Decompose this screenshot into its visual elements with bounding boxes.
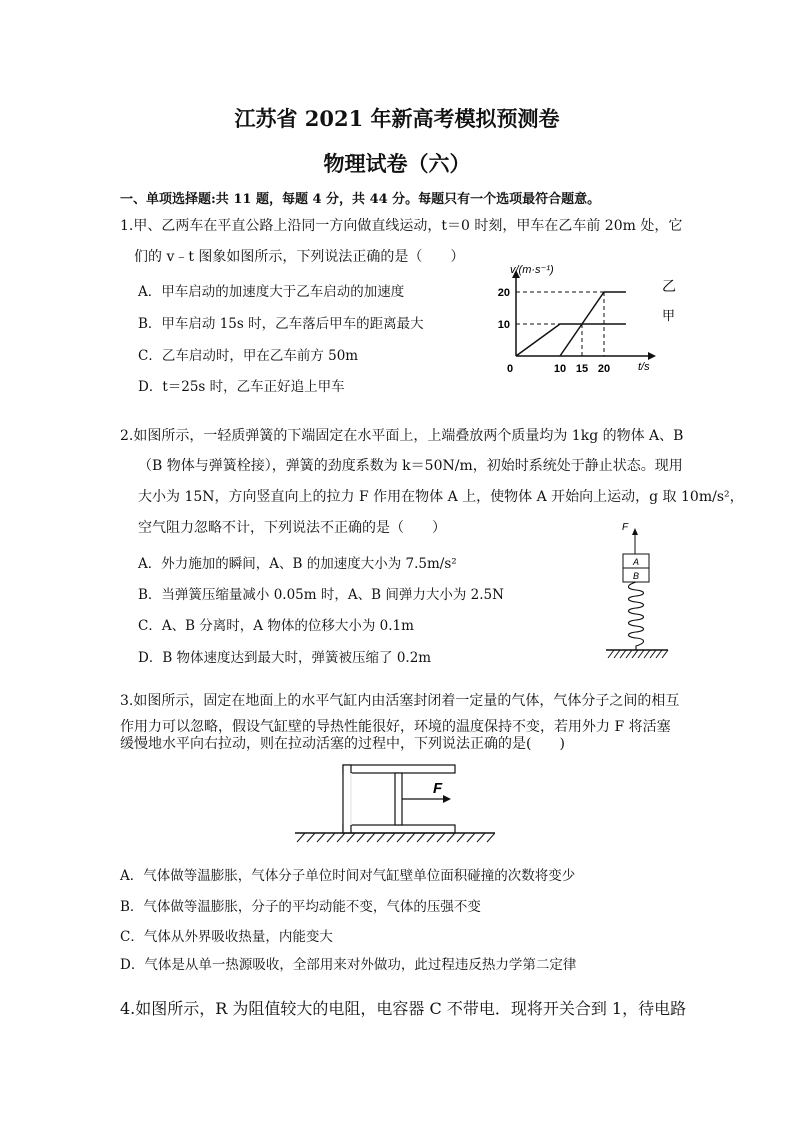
x-axis-arrow (648, 352, 656, 360)
force-arrow-head (632, 528, 638, 535)
q1-option-a: A．甲车启动的加速度大于乙车启动的加速度 (138, 284, 405, 300)
q3-line-3: 缓慢地水平向右拉动，则在拉动活塞的过程中，下列说法正确的是( ) (120, 736, 565, 752)
q1-option-c: C．乙车启动时，甲在乙车前方 50m (138, 348, 359, 364)
q1-line-2: 们的 v﹣t 图象如图所示，下列说法正确的是（ ） (134, 249, 465, 265)
q4-line-1: 4.如图所示，R 为阻值较大的电阻，电容器 C 不带电．现将开关合到 1，待电路 (120, 999, 687, 1018)
q3-line-2: 作用力可以忽略，假设气缸壁的导热性能很好，环境的温度保持不变，若用外力 F 将活塞 (120, 719, 671, 735)
q3-option-c: C．气体从外界吸收热量，内能变大 (120, 929, 333, 945)
cylinder-figure (295, 762, 495, 847)
q2-line-4: 空气阻力忽略不计，下列说法不正确的是（ ） (138, 520, 446, 536)
section-heading: 一、单项选择题:共 11 题，每题 4 分，共 44 分。每题只有一个选项最符合题意。 (120, 192, 601, 207)
q3-option-b: B．气体做等温膨胀，分子的平均动能不变，气体的压强不变 (120, 899, 481, 915)
ground-hatch (608, 650, 668, 658)
q3-line-1: 3.如图所示，固定在地面上的水平气缸内由活塞封闭着一定量的气体，气体分子之间的相互 (120, 693, 680, 709)
q1-option-d: D．t＝25s 时，乙车正好追上甲车 (138, 379, 345, 395)
q2-option-d: D．B 物体速度达到最大时，弹簧被压缩了 0.2m (138, 650, 432, 666)
x-tick-20: 20 (597, 363, 611, 375)
piston (395, 773, 402, 825)
x-tick-15: 15 (575, 363, 589, 375)
q1-option-b: B．甲车启动 15s 时，乙车落后甲车的距离最大 (138, 316, 424, 332)
x-axis-label: t/s (638, 361, 650, 373)
cylinder-bottom-wall (343, 825, 455, 833)
q2-option-b: B．当弹簧压缩量减小 0.05m 时，A、B 间弹力大小为 2.5N (138, 587, 504, 603)
block-a-label: A (632, 557, 640, 567)
spring (629, 582, 644, 650)
q2-option-a: A．外力施加的瞬间，A、B 的加速度大小为 7.5m/s² (138, 556, 457, 572)
page-subtitle: 物理试卷（六） (323, 151, 471, 176)
q3-option-d: D．气体是从单一热源吸收，全部用来对外做功，此过程违反热力学第二定律 (120, 957, 577, 973)
q2-line-3: 大小为 15N，方向竖直向上的拉力 F 作用在物体 A 上，使物体 A 开始向上运动，g 取 10m/s²， (138, 489, 744, 505)
x-tick-0: 0 (506, 363, 514, 375)
y-tick-10: 10 (497, 319, 510, 331)
series-label-jia: 甲 (662, 308, 676, 323)
force-arrow-head (443, 795, 451, 803)
y-axis-label: v/(m·s⁻¹) (510, 265, 554, 276)
q2-line-2: （B 物体与弹簧栓接），弹簧的劲度系数为 k＝50N/m，初始时系统处于静止状态。现用 (138, 458, 683, 474)
q2-line-1: 2.如图所示，一轻质弹簧的下端固定在水平面上，上端叠放两个质量均为 1kg 的物体 A、B (120, 428, 684, 444)
block-b-label: B (632, 571, 640, 581)
page-title: 江苏省 2021 年新高考模拟预测卷 (234, 106, 560, 131)
cylinder-end-wall (343, 765, 351, 833)
x-tick-10: 10 (553, 363, 567, 375)
y-tick-20: 20 (497, 287, 510, 299)
q3-option-a: A．气体做等温膨胀，气体分子单位时间对气缸壁单位面积碰撞的次数将变少 (120, 868, 576, 884)
ground-hatch (297, 833, 495, 842)
force-label: F (433, 780, 443, 797)
series-label-yi: 乙 (662, 278, 676, 294)
force-label: F (622, 522, 629, 533)
cylinder-top-wall (343, 765, 455, 773)
q1-line-1: 1.甲、乙两车在平直公路上沿同一方向做直线运动，t＝0 时刻，甲车在乙车前 20m 处，它 (120, 218, 683, 234)
spring-figure (598, 518, 678, 663)
q2-option-c: C．A、B 分离时，A 物体的位移大小为 0.1m (138, 618, 414, 634)
vt-chart (488, 265, 688, 375)
